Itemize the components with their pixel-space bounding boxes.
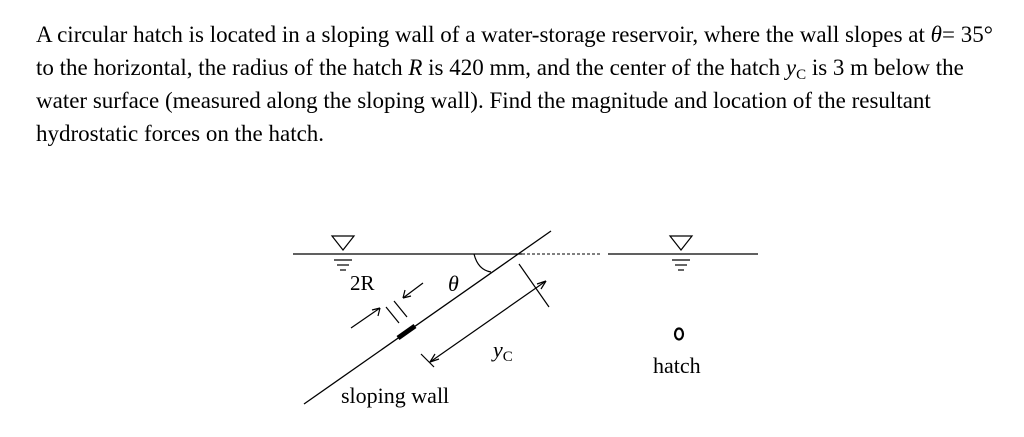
label-yc-sub: C [502,349,513,365]
hatch-circle-icon [675,329,683,340]
yc-subscript: C [796,67,807,83]
water-level-symbol-left [332,236,354,270]
label-theta: θ [448,271,459,296]
label-yc-main: y [493,337,503,362]
label-hatch: hatch [653,353,701,378]
angle-arc [474,254,491,272]
dimension-yc [421,264,549,367]
problem-text-2: = 35° to the horizontal, the radius of the hatch [36,22,993,80]
yc-symbol: y [785,55,797,80]
problem-text-1: A circular hatch is located in a sloping wall of a water-storage reservoir, where the wall slopes at [36,22,931,47]
theta-symbol: θ [930,22,942,47]
label-yc [491,337,513,365]
hatch-segment [398,326,415,338]
problem-text-4: is 3 m below the water surface (measured along the sloping wall). Find the magnitude and location of the resultant hydrostatic forces on the hatch. [36,55,964,146]
water-level-symbol-right [670,236,692,270]
radius-symbol: R [408,55,423,80]
label-2r: 2R [350,271,375,295]
label-sloping-wall: sloping wall [341,383,450,408]
problem-text-3: is 420 mm, and the center of the hatch [422,55,786,80]
sloping-wall-line [304,231,551,404]
